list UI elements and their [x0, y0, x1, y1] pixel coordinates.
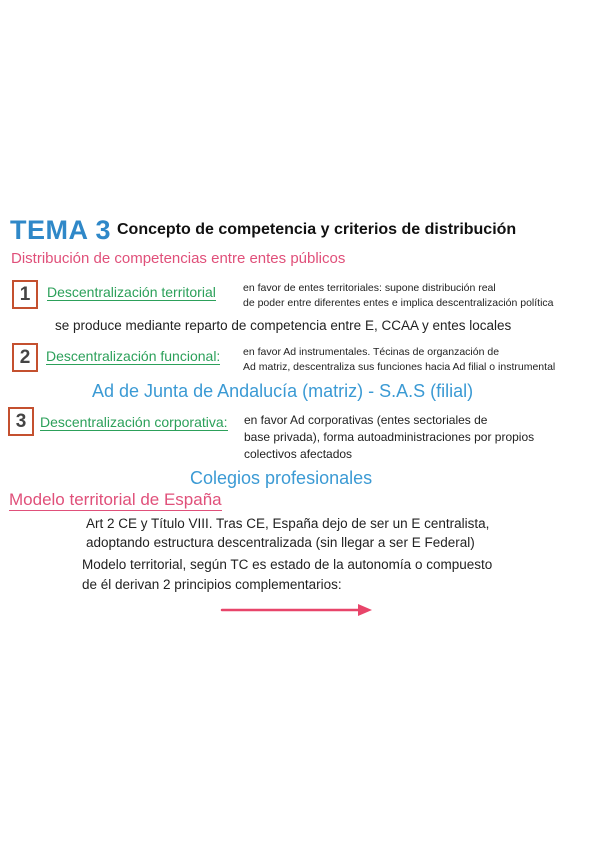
section-distribution-title: Distribución de competencias entre entes públicos: [11, 250, 346, 267]
funcional-note-line2: Ad matriz, descentraliza sus funciones hacia Ad filial o instrumental: [243, 361, 556, 373]
tema-number: TEMA 3: [10, 215, 112, 245]
arrow-right-icon: [220, 600, 375, 620]
page-title: Concepto de competencia y criterios de distribución: [117, 221, 517, 238]
territorial-detail: se produce mediante reparto de competencia entre E, CCAA y entes locales: [55, 318, 512, 333]
territorial-label: Descentralización territorial: [47, 284, 216, 300]
modelo-line4: de él derivan 2 principios complementarios:: [82, 577, 342, 592]
funcional-note-line1: en favor Ad instrumentales. Técinas de organzación de: [243, 346, 500, 358]
territorial-note-line2: de poder entre diferentes entes e implica descentralización política: [243, 297, 554, 309]
corporativa-note-line1: en favor Ad corporativas (entes sectoriales de: [244, 413, 488, 427]
territorial-note-line1: en favor de entes territoriales: supone distribución real: [243, 282, 496, 294]
funcional-example: Ad de Junta de Andalucía (matriz) - S.A.S (filial): [92, 381, 474, 401]
modelo-line1: Art 2 CE y Título VIII. Tras CE, España dejo de ser un E centralista,: [86, 516, 490, 531]
corporativa-note-line2: base privada), forma autoadministraciones por propios: [244, 430, 535, 444]
corporativa-note: [244, 412, 564, 463]
section-modelo-title: Modelo territorial de España: [9, 490, 222, 509]
number-box-3: 3: [8, 407, 34, 436]
modelo-line3: Modelo territorial, según TC es estado de la autonomía o compuesto: [82, 557, 493, 572]
corporativa-example: Colegios profesionales: [190, 468, 373, 488]
funcional-label: Descentralización funcional:: [46, 348, 221, 364]
modelo-line2: adoptando estructura descentralizada (sin llegar a ser E Federal): [86, 535, 475, 550]
number-box-1: 1: [12, 280, 38, 309]
corporativa-label: Descentralización corporativa:: [40, 414, 228, 430]
funcional-note: [243, 345, 599, 375]
number-box-2: 2: [12, 343, 38, 372]
territorial-note: [243, 281, 599, 311]
corporativa-note-line3: colectivos afectados: [244, 447, 353, 461]
